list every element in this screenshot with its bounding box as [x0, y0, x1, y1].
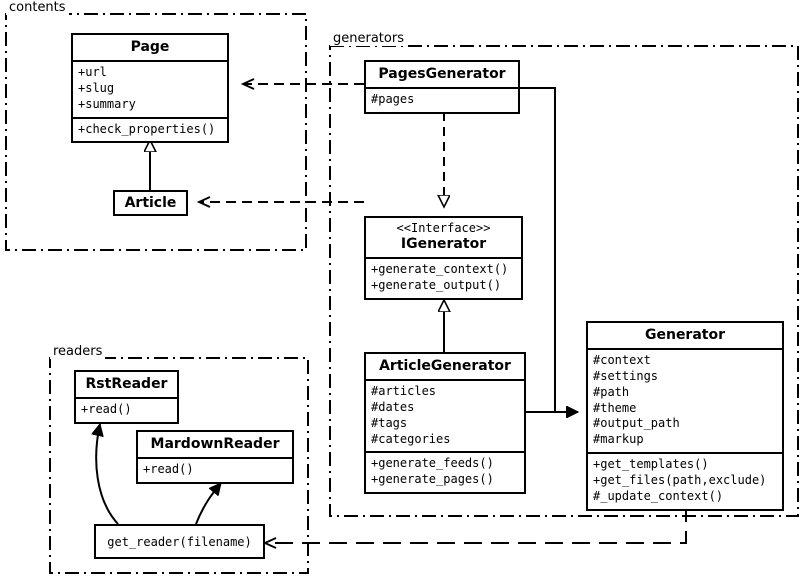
attribute: #output_path: [593, 416, 680, 431]
method: +read(): [143, 462, 194, 477]
attribute: #pages: [371, 92, 415, 107]
class-stereotype-igenerator: <<Interface>>: [396, 221, 491, 235]
class-attributes-pagesgenerator: [366, 87, 518, 112]
class-box-mardownreader[interactable]: [136, 430, 294, 484]
class-attributes-page: [73, 60, 227, 116]
package-label-contents: contents: [6, 0, 69, 15]
class-name-igenerator: IGenerator: [400, 235, 487, 252]
attribute: #theme: [593, 400, 637, 415]
class-methods-igenerator: [366, 257, 521, 298]
class-title-igenerator: [366, 218, 521, 257]
class-methods-page: [73, 117, 227, 142]
class-title-generator: Generator: [644, 327, 725, 343]
class-title-rstreader: RstReader: [85, 376, 168, 392]
class-box-generator[interactable]: [586, 321, 784, 511]
method: +check_properties(): [78, 121, 216, 136]
method: +generate_pages(): [371, 472, 494, 487]
association-pagesgenerator-generator: [519, 88, 578, 412]
attribute: +url: [78, 65, 107, 80]
method: +generate_output(): [371, 277, 502, 292]
attribute: +summary: [78, 96, 136, 111]
attribute: #categories: [371, 431, 451, 446]
class-title-articlegenerator: ArticleGenerator: [379, 358, 511, 374]
method: +read(): [81, 402, 132, 417]
attribute: #dates: [371, 399, 415, 414]
attribute: #path: [593, 384, 630, 399]
class-box-page[interactable]: [71, 33, 229, 143]
method: #_update_context(): [593, 488, 724, 503]
function-label-get-reader: get_reader(filename): [107, 534, 252, 549]
class-title-page: Page: [130, 39, 170, 55]
class-title-pagesgenerator: PagesGenerator: [378, 66, 506, 82]
class-box-pagesgenerator[interactable]: [364, 60, 520, 114]
method: +generate_feeds(): [371, 456, 494, 471]
package-label-generators: generators: [330, 31, 407, 46]
function-box-get-reader[interactable]: [94, 524, 265, 559]
method: +get_templates(): [593, 457, 709, 472]
class-box-rstreader[interactable]: [74, 370, 179, 424]
class-attributes-articlegenerator: [366, 379, 524, 451]
dependency-get-reader-mardownreader: [196, 483, 221, 524]
class-methods-mardownreader: [138, 457, 292, 482]
attribute: #articles: [371, 384, 437, 399]
attribute: #tags: [371, 415, 408, 430]
class-title-mardownreader: MardownReader: [150, 436, 280, 452]
package-label-readers: readers: [50, 344, 105, 359]
attribute: #settings: [593, 368, 659, 383]
attribute: +slug: [78, 80, 115, 95]
class-box-igenerator[interactable]: [364, 216, 523, 300]
class-attributes-generator: [588, 348, 782, 452]
method: +get_files(path,exclude): [593, 472, 767, 487]
attribute: #markup: [593, 432, 644, 447]
class-methods-articlegenerator: [366, 451, 524, 492]
class-box-articlegenerator[interactable]: [364, 352, 526, 494]
dependency-get-reader-rstreader: [96, 424, 118, 524]
method: +generate_context(): [371, 261, 509, 276]
class-title-article: Article: [124, 195, 177, 211]
class-methods-generator: [588, 452, 782, 508]
attribute: #context: [593, 353, 651, 368]
class-box-article[interactable]: [113, 190, 188, 216]
class-methods-rstreader: [76, 397, 177, 422]
